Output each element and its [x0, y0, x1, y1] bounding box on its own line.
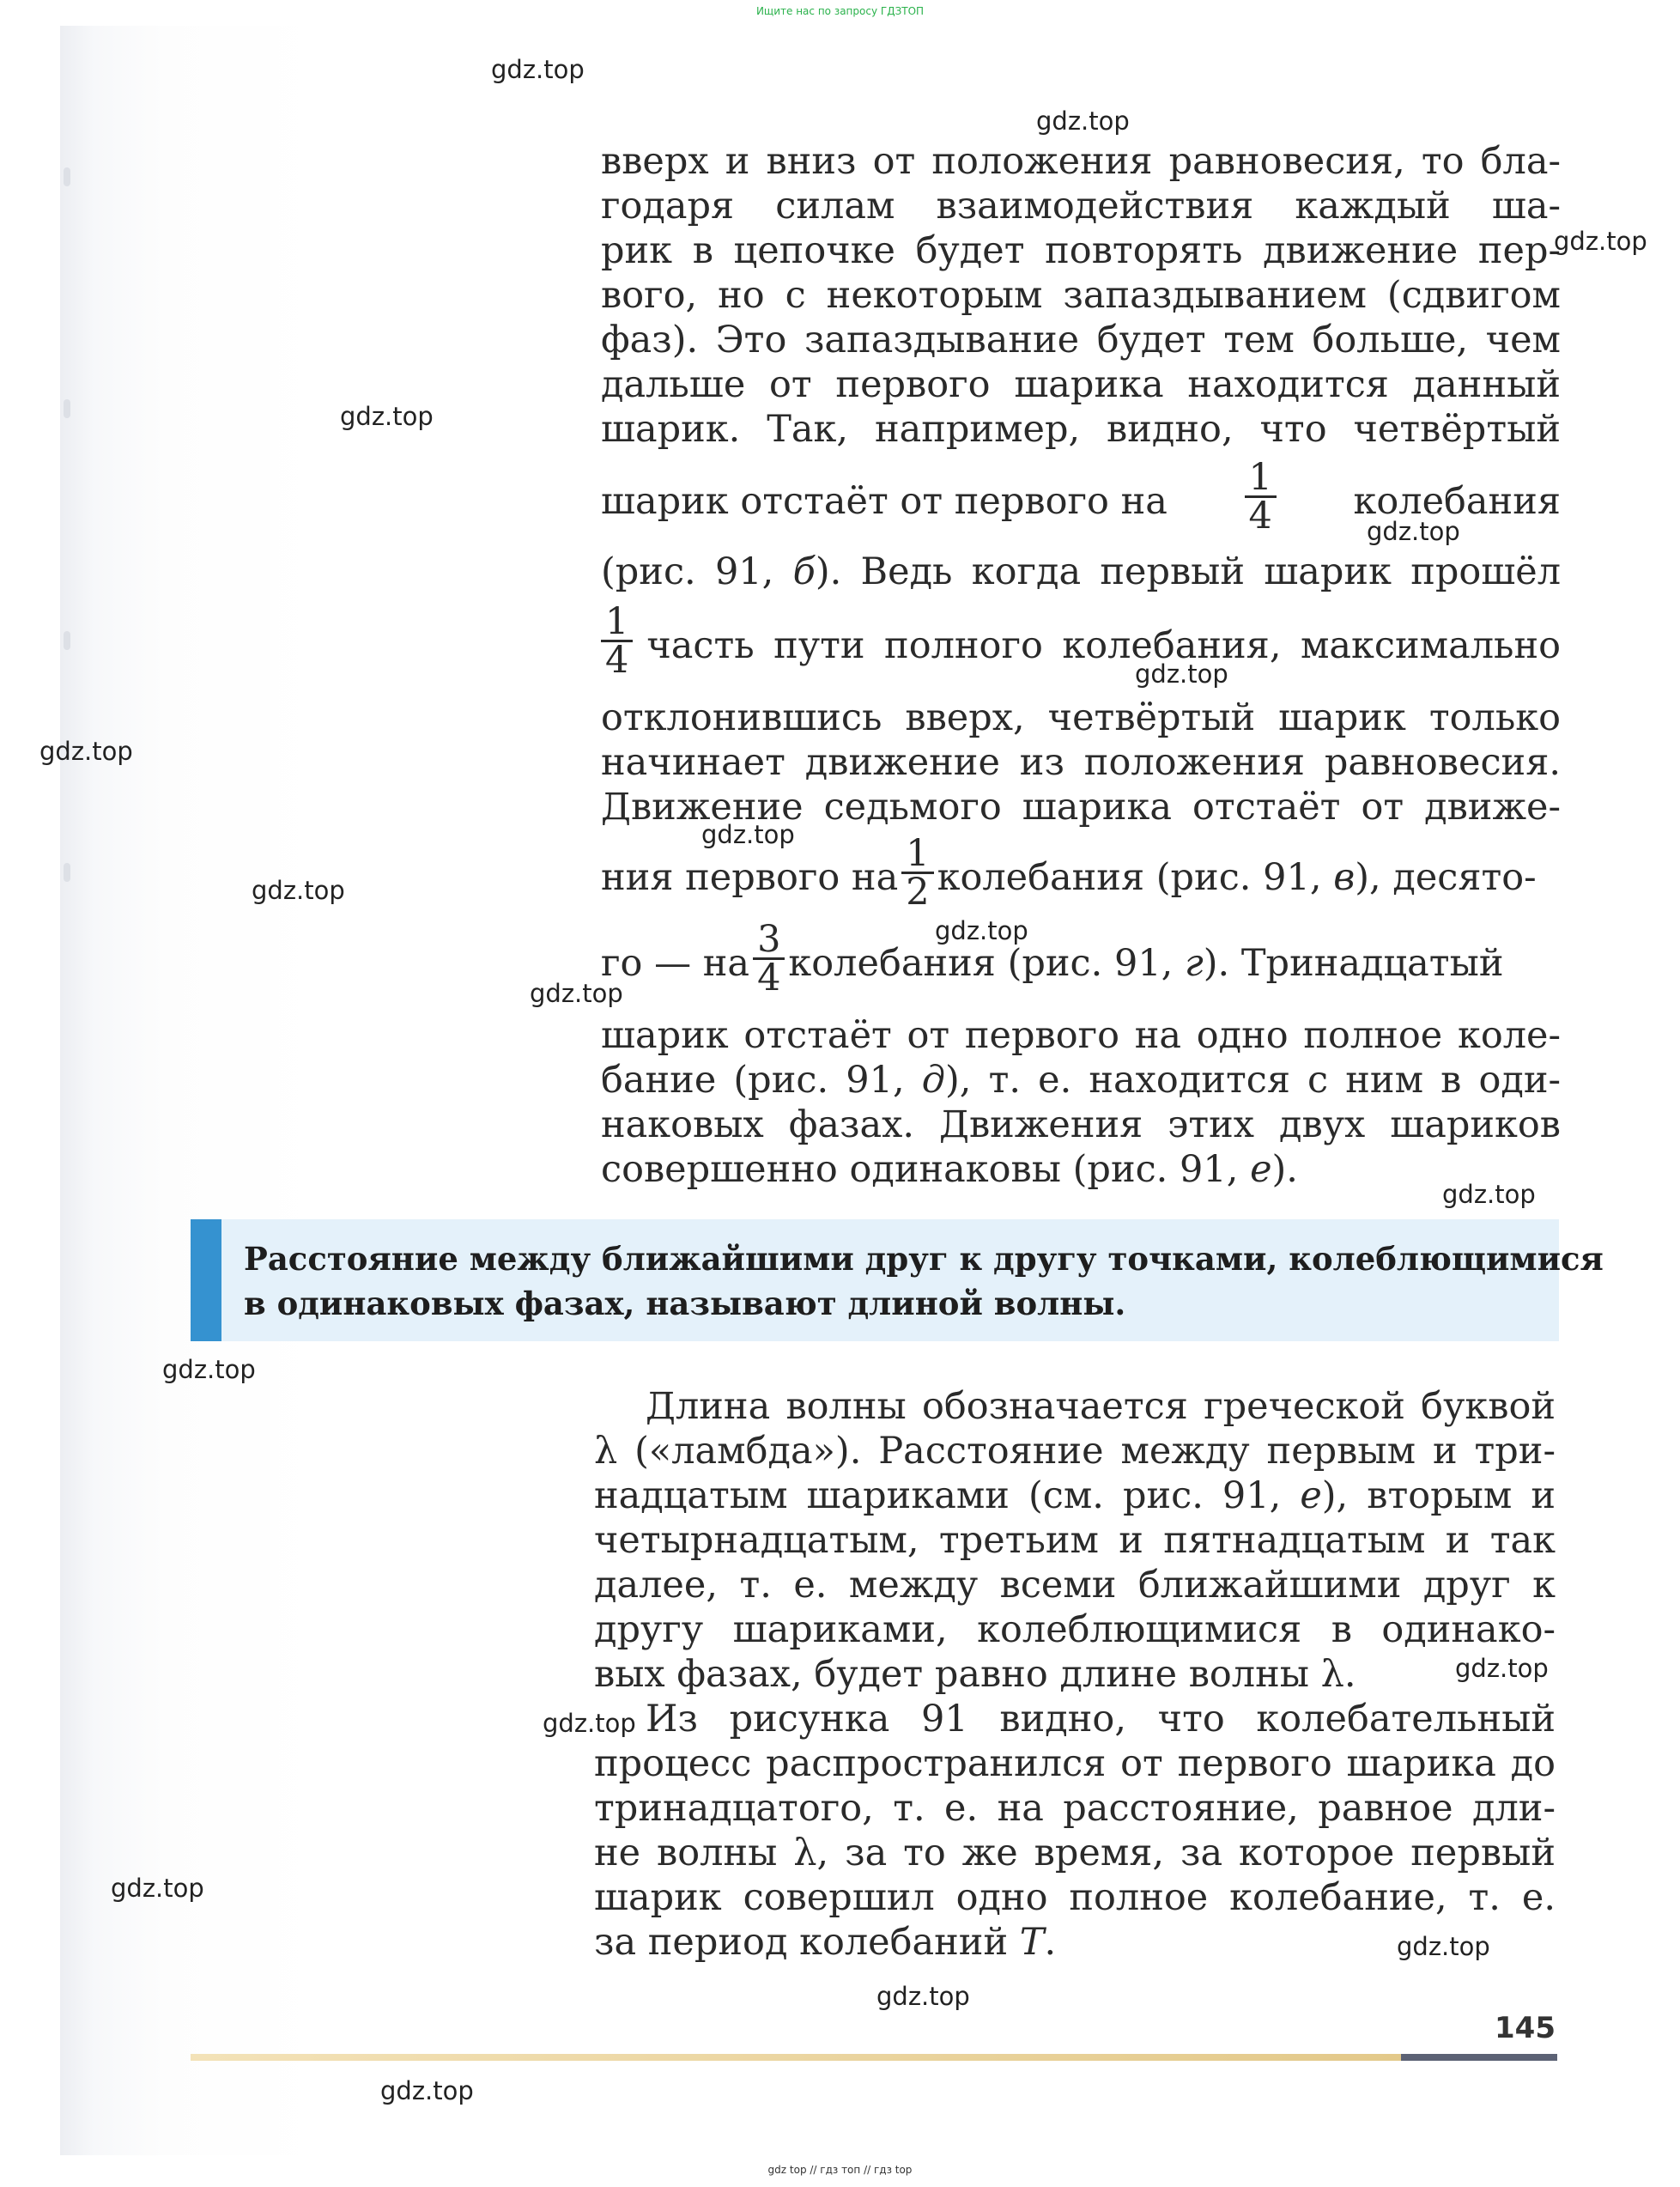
binding-hole: [64, 863, 70, 882]
text-line: рик в цепочке будет повторять движение пер-: [601, 229, 1561, 272]
watermark: gdz.top: [1554, 227, 1647, 256]
fraction-denominator: 2: [906, 870, 930, 914]
binding-hole: [64, 167, 70, 186]
header-note: Ищите нас по запросу ГДЗТОП: [755, 5, 925, 17]
text-line: отклонившись вверх, четвёртый шарик только: [601, 696, 1561, 739]
watermark: gdz.top: [111, 1874, 204, 1903]
fraction-denominator: 4: [1248, 494, 1272, 538]
text-line: дальше от первого шарика находится данный: [601, 363, 1561, 406]
watermark: gdz.top: [1455, 1654, 1549, 1683]
watermark: gdz.top: [162, 1355, 256, 1384]
paragraph-3: [601, 1013, 1561, 1192]
text-segment: (рис. 91,: [601, 550, 774, 593]
watermark: gdz.top: [39, 737, 133, 766]
text-line: λ («ламбда»). Расстояние между первым и три-: [594, 1430, 1556, 1473]
text-line: вверх и вниз от положения равновесия, то бла-: [601, 140, 1561, 183]
text-segment: ), вторым и: [1321, 1474, 1556, 1517]
text-line: шарик совершил одно полное колебание, т. е.: [594, 1876, 1556, 1919]
line-ris-b: [601, 550, 1561, 594]
text-segment: ), десято-: [1355, 856, 1537, 899]
figure-letter: е: [1250, 1148, 1272, 1191]
watermark: gdz.top: [701, 820, 795, 849]
watermark: gdz.top: [252, 876, 345, 905]
watermark: gdz.top: [491, 55, 585, 84]
text-segment: го — на: [601, 942, 750, 985]
binding-hole: [64, 631, 70, 650]
paragraph-2: [601, 696, 1561, 829]
figure-letter: е: [1300, 1474, 1322, 1517]
definition-accent-bar: [191, 1219, 221, 1341]
watermark: gdz.top: [340, 402, 434, 431]
watermark: gdz.top: [530, 979, 623, 1008]
text-segment: за период колебаний: [594, 1921, 1009, 1964]
text-line: шарик отстаёт от первого на одно полное коле-: [601, 1014, 1561, 1057]
fraction-line-part: [601, 599, 1561, 682]
text-line: не волны λ, за то же время, за которое первый: [594, 1832, 1556, 1874]
fraction-line-three-quarters: [601, 917, 1561, 999]
definition-text: [244, 1236, 1604, 1326]
fraction-numerator: 1: [601, 604, 633, 642]
text-line: другу шариками, колеблющимися в одинако-: [594, 1608, 1556, 1651]
watermark: gdz.top: [935, 916, 1028, 945]
text-line: вого, но с некоторым запаздыванием (сдвигом: [601, 274, 1561, 317]
fraction-denominator: 4: [605, 638, 629, 682]
text-line: фаз). Это запаздывание будет тем больше, чем: [601, 319, 1561, 361]
text-line: процесс распространился от первого шарика до: [594, 1742, 1556, 1785]
text-segment: ). Тринадцатый: [1203, 942, 1504, 985]
text-segment: ), т. е. находится с ним в оди-: [945, 1059, 1562, 1102]
text-line: Движение седьмого шарика отстаёт от движе-: [601, 786, 1561, 829]
fraction: [1245, 455, 1277, 538]
text-line: Длина волны обозначается греческой буквой: [646, 1385, 1556, 1428]
text-line: годаря силам взаимодействия каждый ша-: [601, 185, 1561, 228]
definition-line: Расстояние между ближайшими друг к другу точками, колеблющимися: [244, 1240, 1604, 1278]
text-line: Из рисунка 91 видно, что колебательный: [646, 1698, 1556, 1740]
text-segment: часть пути полного колебания, максимально: [646, 624, 1561, 667]
footer-note: gdz top // гдз топ // гдз top: [767, 2164, 913, 2176]
figure-letter: г: [1185, 942, 1204, 985]
watermark: gdz.top: [1442, 1180, 1536, 1209]
text-segment: ния первого на: [601, 856, 899, 899]
fraction-numerator: 1: [901, 835, 933, 874]
fraction: [753, 917, 785, 999]
text-line: далее, т. е. между всеми ближайшими друг к: [594, 1564, 1556, 1607]
watermark: gdz.top: [1397, 1932, 1490, 1961]
text-segment: надцатым шариками (см. рис. 91,: [594, 1474, 1282, 1517]
watermark: gdz.top: [1367, 517, 1460, 546]
text-line: четырнадцатым, третьим и пятнадцатым и так: [594, 1519, 1556, 1562]
text-segment: шарик отстаёт от первого на: [601, 480, 1168, 523]
fraction: [601, 599, 633, 682]
text-segment: колебания (рис. 91,: [937, 856, 1322, 899]
definition-line: в одинаковых фазах, называют длиной волны.: [244, 1285, 1126, 1322]
paragraph-1: [601, 139, 1561, 452]
figure-letter: д: [921, 1059, 946, 1102]
fraction-denominator: 4: [757, 956, 781, 999]
text-line: вых фазах, будет равно длине волны λ.: [594, 1653, 1356, 1696]
watermark: gdz.top: [1036, 106, 1130, 136]
text-segment: совершенно одинаковы (рис. 91,: [601, 1148, 1239, 1191]
text-line: начинает движение из положения равновесия.: [601, 741, 1561, 784]
text-segment: колебания (рис. 91,: [788, 942, 1174, 985]
fraction-numerator: 1: [1245, 459, 1277, 498]
watermark: gdz.top: [1135, 659, 1228, 689]
page-number: 145: [1495, 2011, 1556, 2045]
text-segment: .: [1044, 1921, 1057, 1964]
definition-box: [191, 1219, 1604, 1341]
text-line: тринадцатого, т. е. на расстояние, равное дли-: [594, 1787, 1556, 1830]
figure-letter: в: [1333, 856, 1356, 899]
text-line: шарик. Так, например, видно, что четвёртый: [601, 408, 1561, 451]
text-segment: ). Ведь когда первый шарик прошёл: [815, 550, 1562, 593]
fraction: [901, 831, 933, 914]
footer-rule-accent: [1401, 2054, 1557, 2061]
figure-letter: T: [1019, 1921, 1045, 1964]
watermark: gdz.top: [876, 1982, 970, 2011]
text-line: наковых фазах. Движения этих двух шариков: [601, 1103, 1561, 1146]
figure-letter: б: [792, 550, 816, 593]
text-segment: колебания: [1353, 480, 1561, 523]
paragraph-4: [594, 1384, 1556, 1697]
watermark: gdz.top: [380, 2076, 474, 2105]
binding-hole: [64, 399, 70, 418]
watermark: gdz.top: [543, 1709, 636, 1738]
text-segment: ).: [1271, 1148, 1298, 1191]
footer-rule: [191, 2054, 1401, 2061]
paragraph-5: [594, 1697, 1556, 1965]
fraction-numerator: 3: [753, 921, 785, 960]
text-segment: бание (рис. 91,: [601, 1059, 905, 1102]
